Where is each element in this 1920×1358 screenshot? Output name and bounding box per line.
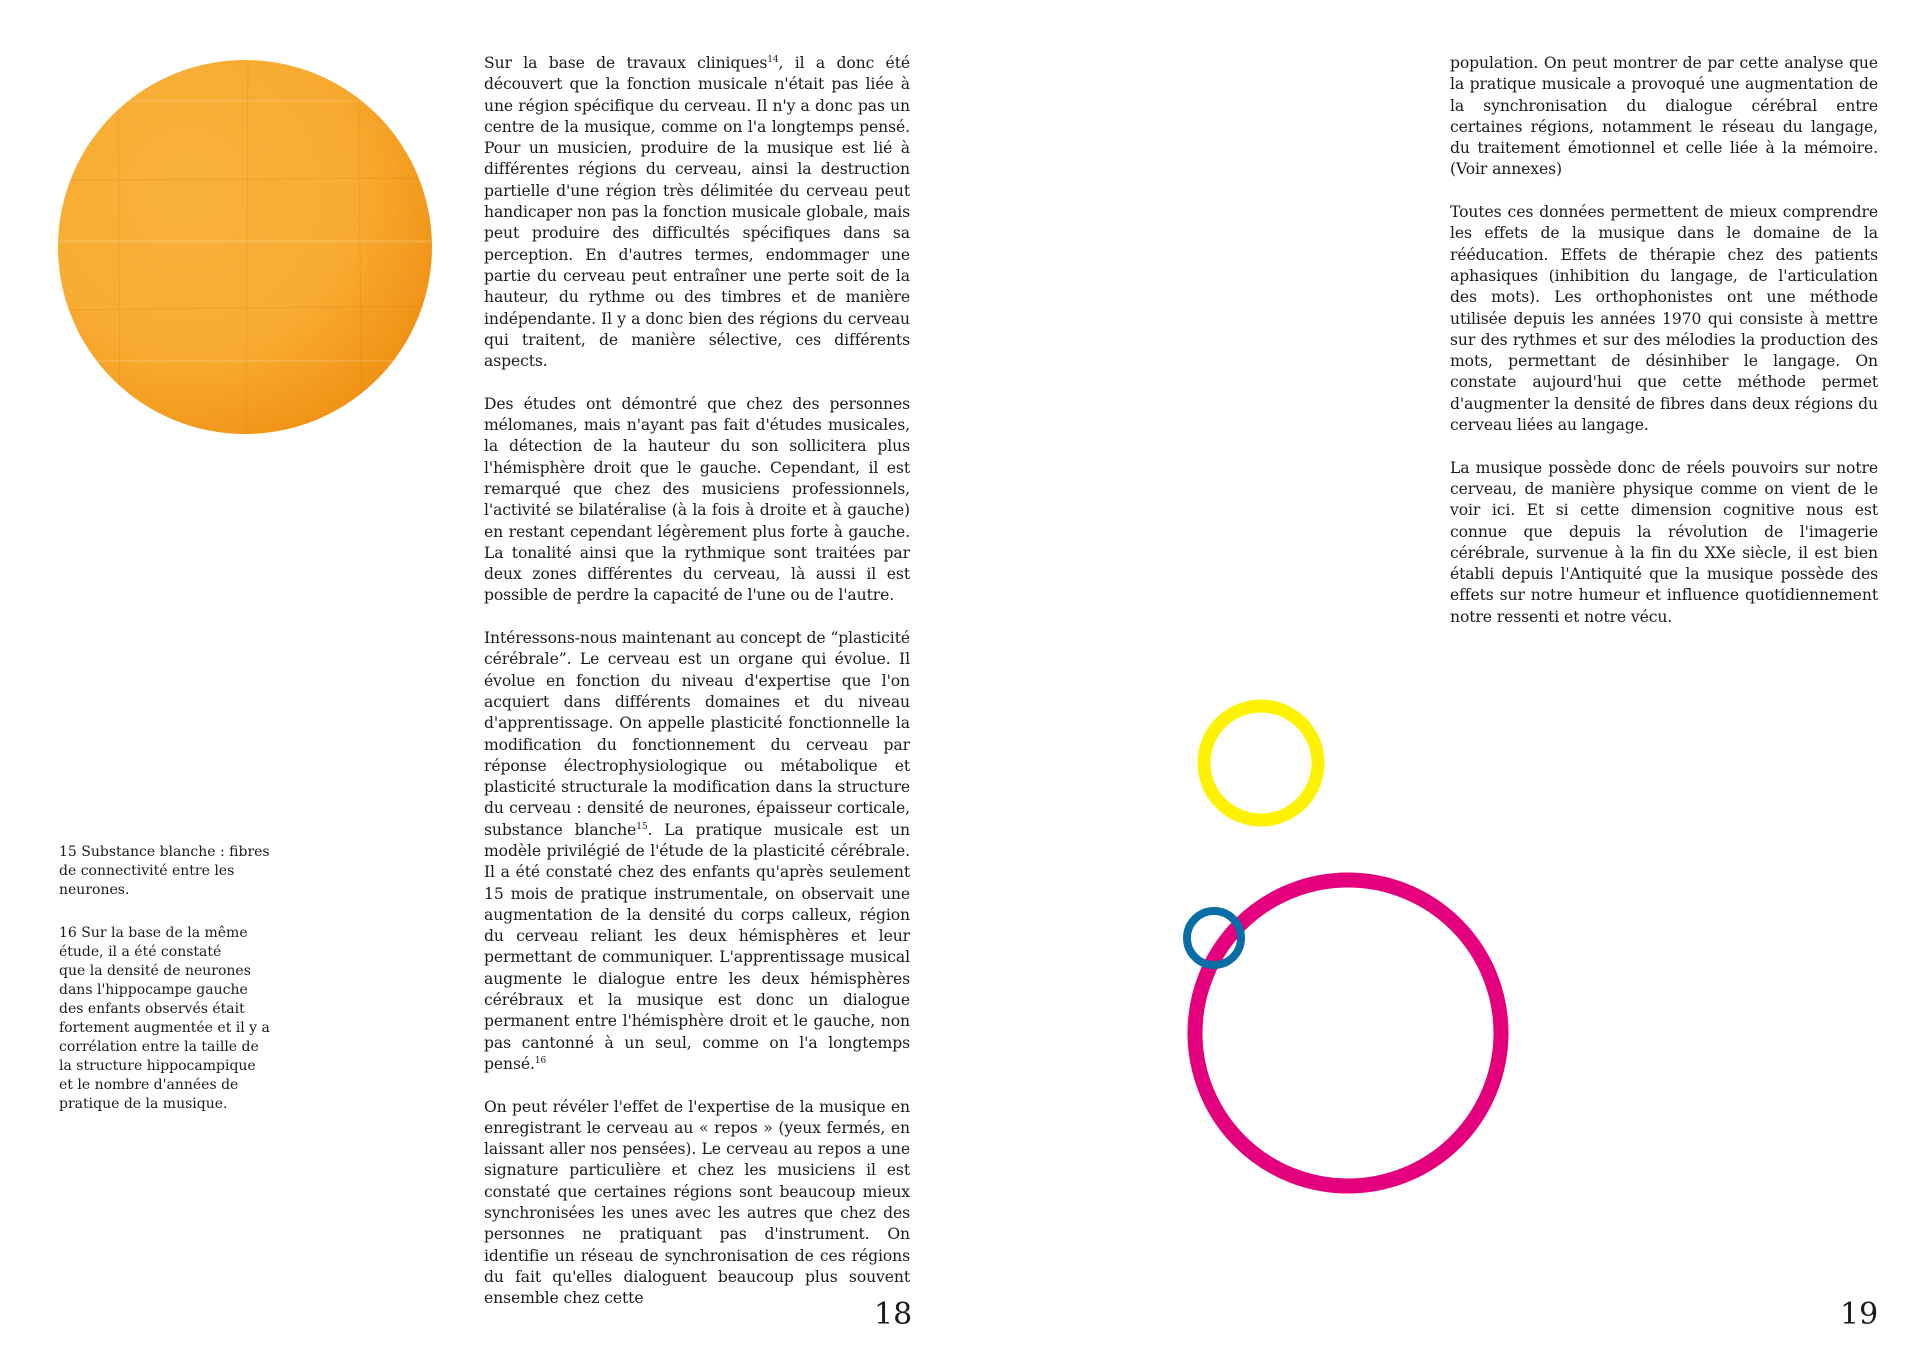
left-paragraph-1 — [484, 53, 910, 372]
paragraph-text: Intéressons-nous maintenant au concept de “plasticité cérébrale”. Le cerveau est un organe qui évolue. Il évolue en fonction du niveau d'expertise que l'on acquiert dans différents domaines et du niveau d'apprentissage. On appelle plasticité fonctionnelle la modification du fonctionnement du cerveau par réponse électrophysiologique ou métabolique et plasticité structurale la modification dans la structure du cerveau : densité de neurones, épaisseur corticale, substance blanche — [484, 629, 910, 839]
left-paragraph-4: On peut révéler l'effet de l'expertise de la musique en enregistrant le cerveau au « repos » (yeux fermés, en laissant aller nos pensées). Le cerveau au repos a une signature particulière et chez les musiciens il est constaté que certaines régions sont beaucoup mieux synchronisées les unes avec les autres que chez des personnes ne pratiquant pas d'instrument. On identifie un réseau de synchronisation de ces régions du fait qu'elles dialoguent beaucoup plus souvent ensemble chez cette — [484, 1097, 910, 1308]
decorative-rings — [1170, 695, 1530, 1200]
yellow-ring — [1204, 706, 1318, 820]
right-paragraph-1: population. On peut montrer de par cette analyse que la pratique musicale a provoqué une augmentation de la synchronisation du dialogue cérébral entre certaines régions, notamment le réseau du langage, du traitement émotionnel et celle liée à la mémoire. (Voir annexes) — [1450, 54, 1878, 179]
footnote-ref-16: 16 — [534, 1055, 547, 1066]
left-text-column — [484, 53, 913, 1332]
footnote-ref-14: 14 — [767, 54, 779, 65]
left-paragraph-2: Des études ont démontré que chez des personnes mélomanes, mais n'ayant pas fait d'études musicales, la détection de la hauteur du son sollicitera plus l'hémisphère droit que le gauche. Cependant, il est remarqué que chez des musiciens professionnels, l'activité se bilatéralise (à la fois à droite et à gauche) en restant cependant légèrement plus forte à gauche. La tonalité ainsi que la rythmique sont traitées par deux zones différentes du cerveau, là aussi il est possible de perdre la capacité de l'une ou de l'autre. — [484, 394, 910, 605]
footnote-16: 16 Sur la base de la même étude, il a été constaté que la densité de neurones dans l'hippocampe gauche des enfants observés était fortement augmentée et il y a corrélation entre la taille de la structure hippocampique et le nombre d'années de pratique de la musique. — [59, 925, 270, 1112]
page-number-right: 19 — [1840, 1297, 1879, 1332]
footnotes — [59, 843, 273, 1138]
right-paragraph-2: Toutes ces données permettent de mieux comprendre les effets de la musique dans le domaine de la rééducation. Effets de thérapie chez des patients aphasiques (inhibition du langage, de l'articulation des mots). Les orthophonistes ont une méthode utilisée depuis les années 1970 qui consiste à mettre sur des rythmes et sur des mélodies la production des mots, permettant de désinhiber le langage. On constate aujourd'hui que cette méthode permet d'augmenter la densité de fibres dans deux régions du cerveau liées au langage. — [1450, 203, 1878, 435]
left-paragraph-3 — [484, 628, 910, 1075]
paragraph-text: Sur la base de travaux cliniques — [484, 54, 768, 72]
orange-textured-disc — [58, 60, 432, 434]
right-text-column — [1450, 53, 1878, 649]
page-number-left: 18 — [874, 1297, 913, 1332]
footnote-ref-15: 15 — [636, 821, 648, 832]
footnote-15: 15 Substance blanche : fibres de connectivité entre les neurones. — [59, 844, 270, 898]
paragraph-text: , il a donc été découvert que la fonction musicale n'était pas liée à une région spécifique du cerveau. Il n'y a donc pas un centre de la musique, comme on l'a longtemps pensé. Pour un musicien, produire de la musique est lié à différentes régions du cerveau, ainsi la destruction partielle d'une région très délimitée du cerveau peut handicaper non pas la fonction musicale globale, mais peut produire des difficultés spécifiques dans sa perception. En d'autres termes, endommager une partie du cerveau peut entraîner une perte soit de la hauteur, du rythme ou des timbres et de manière indépendante. Il y a donc bien des régions du cerveau qui traitent, de manière sélective, ces différents aspects. — [484, 54, 910, 371]
paragraph-text: . La pratique musicale est un modèle privilégié de l'étude de la plasticité cérébrale. Il a été constaté chez des enfants qu'après seulement 15 mois de pratique instrumentale, on observait une augmentation de la densité du corps calleux, région du cerveau reliant les deux hémisphères et leur permettant de communiquer. L'apprentissage musical augmente le dialogue entre les deux hémisphères cérébraux et la musique est donc un dialogue permanent entre l'hémisphère droit et le gauche, non pas cantonné à un seul, comme on l'a longtemps pensé. — [484, 820, 910, 1073]
right-paragraph-3: La musique possède donc de réels pouvoirs sur notre cerveau, de manière physique comme on vient de le voir ici. Et si cette dimension cognitive nous est connue que depuis la révolution de l'imagerie cérébrale, survenue à la fin du XXe siècle, il est bien établi depuis l'Antiquité que la musique possède des effets sur notre humeur et influence quotidiennement notre ressenti et notre vécu. — [1450, 458, 1878, 626]
